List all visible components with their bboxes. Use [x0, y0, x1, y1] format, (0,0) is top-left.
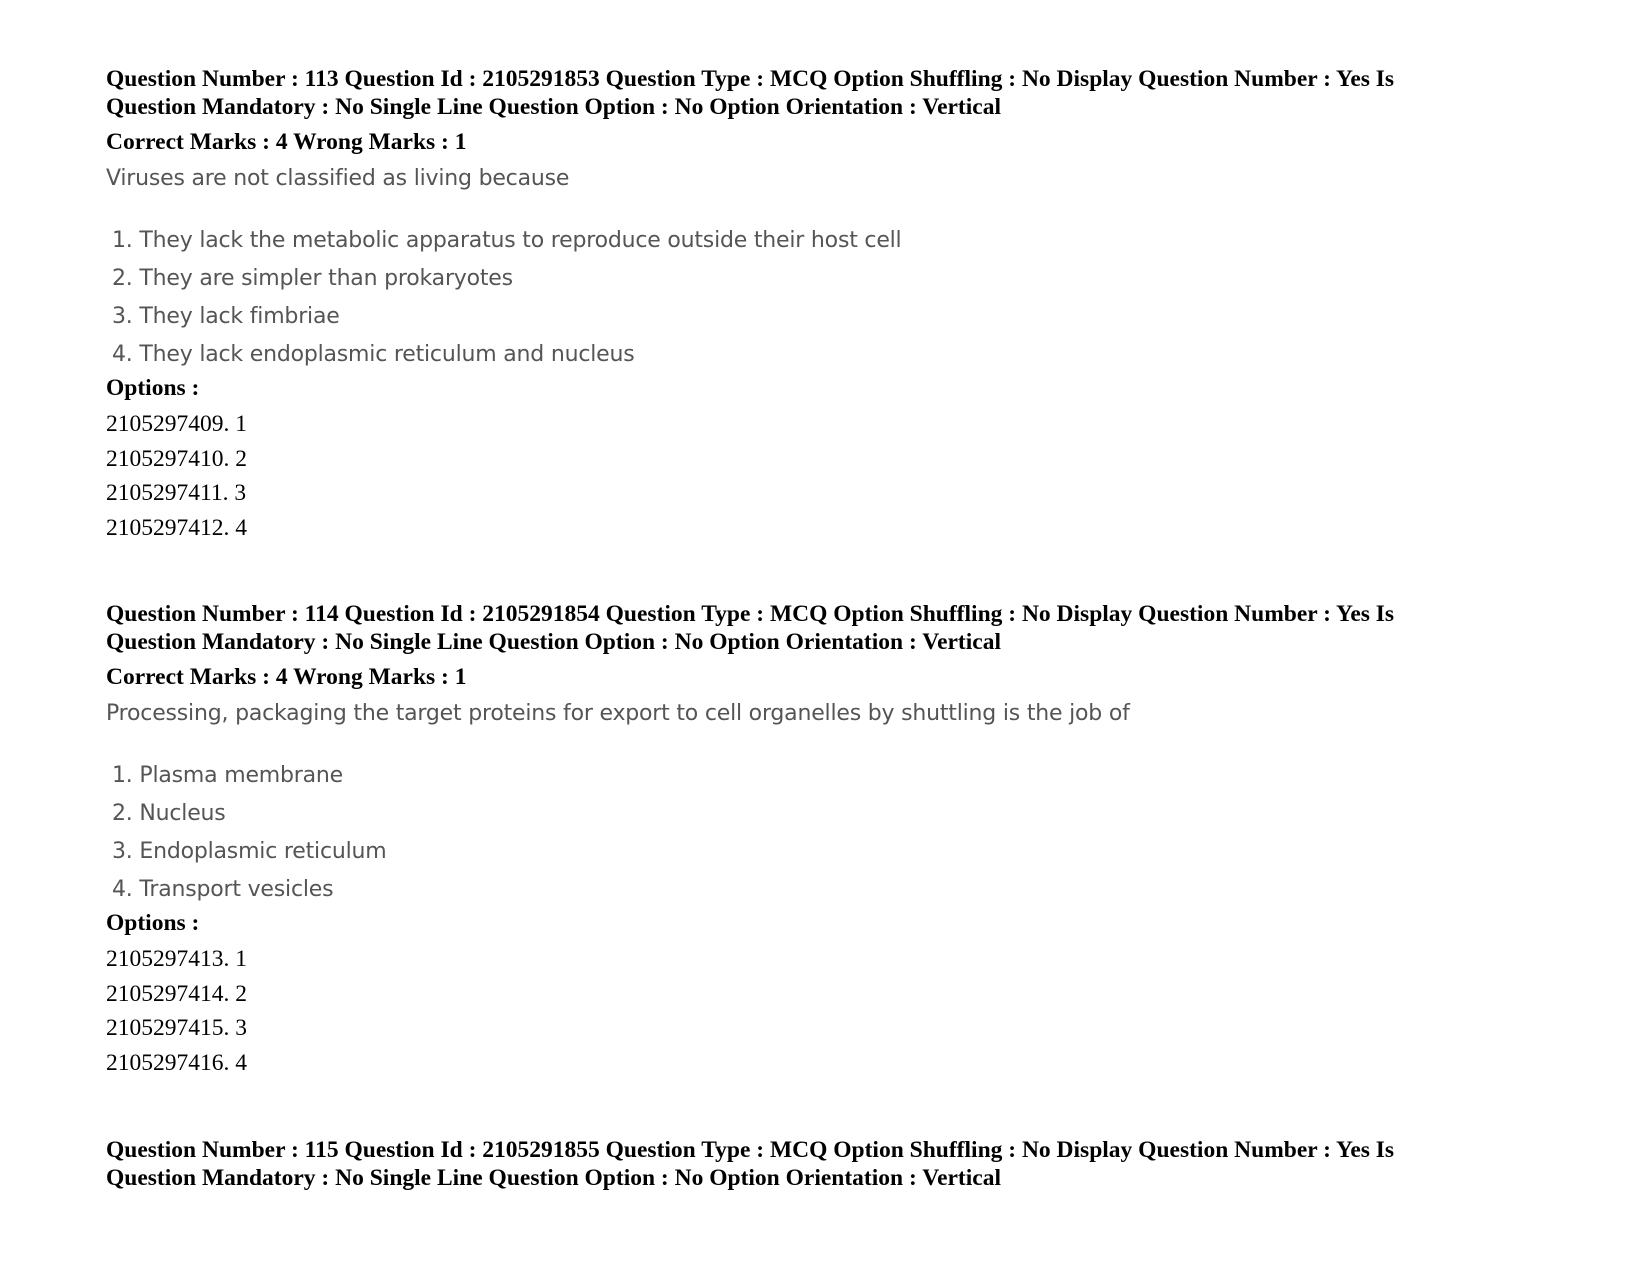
choice-item: 2. Nucleus: [112, 801, 226, 826]
question-meta: [106, 600, 1566, 656]
question-meta-line-2: Question Mandatory : No Single Line Question Option : No Option Orientation : Vertical: [106, 1165, 1001, 1191]
option-id: 2105297412. 4: [106, 514, 247, 541]
choice-item: 1. They lack the metabolic apparatus to reproduce outside their host cell: [112, 228, 902, 253]
choice-item: 3. They lack fimbriae: [112, 304, 340, 329]
question-stem: Viruses are not classified as living because: [106, 166, 570, 191]
question-meta-line-1: Question Number : 115 Question Id : 2105291855 Question Type : MCQ Option Shuffling : No Display Question Number : Yes Is: [106, 1137, 1395, 1163]
question-marks: Correct Marks : 4 Wrong Marks : 1: [106, 129, 467, 155]
choice-item: 2. They are simpler than prokaryotes: [112, 266, 513, 291]
choice-item: 1. Plasma membrane: [112, 763, 343, 788]
choice-item: 4. They lack endoplasmic reticulum and nucleus: [112, 342, 635, 367]
option-id: 2105297410. 2: [106, 445, 247, 472]
question-meta-line-2: Question Mandatory : No Single Line Question Option : No Option Orientation : Vertical: [106, 94, 1001, 120]
question-stem: Processing, packaging the target proteins for export to cell organelles by shuttling is the job of: [106, 701, 1130, 726]
option-id: 2105297415. 3: [106, 1015, 247, 1041]
option-id: 2105297411. 3: [106, 480, 247, 506]
question-meta-line-1: Question Number : 114 Question Id : 2105291854 Question Type : MCQ Option Shuffling : No Display Question Number : Yes Is: [106, 601, 1395, 627]
question-choices: [112, 222, 1566, 374]
option-id: 2105297416. 4: [106, 1049, 247, 1076]
question-block-114: [106, 600, 1566, 1080]
options-list: [106, 942, 1566, 1080]
question-block-115: [106, 1136, 1566, 1192]
question-meta-line-2: Question Mandatory : No Single Line Question Option : No Option Orientation : Vertical: [106, 629, 1001, 655]
choice-item: 4. Transport vesicles: [112, 877, 334, 902]
option-id: 2105297414. 2: [106, 980, 247, 1007]
question-meta: [106, 65, 1566, 121]
options-label: Options :: [106, 375, 200, 401]
option-id: 2105297413. 1: [106, 946, 247, 972]
question-block-113: [106, 65, 1566, 545]
question-meta: [106, 1136, 1566, 1192]
option-id: 2105297409. 1: [106, 411, 247, 437]
question-marks: Correct Marks : 4 Wrong Marks : 1: [106, 664, 467, 690]
question-choices: [112, 757, 1566, 909]
question-meta-line-1: Question Number : 113 Question Id : 2105291853 Question Type : MCQ Option Shuffling : No Display Question Number : Yes Is: [106, 66, 1395, 92]
choice-item: 3. Endoplasmic reticulum: [112, 839, 387, 864]
options-label: Options :: [106, 910, 200, 936]
options-list: [106, 407, 1566, 545]
